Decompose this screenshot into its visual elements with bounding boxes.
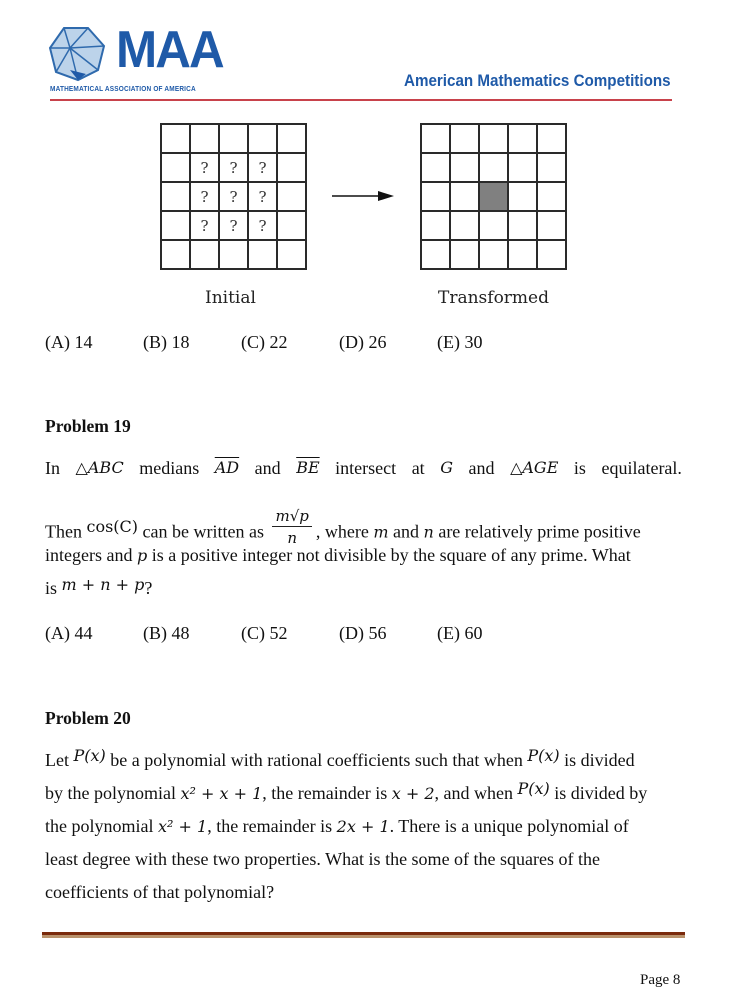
initial-label: Initial (205, 288, 256, 308)
text: Then (45, 521, 82, 542)
math-triangle-abc: △ABC (75, 458, 124, 477)
shaded-cell (479, 182, 508, 211)
grid-cell (421, 153, 450, 182)
maa-logo-icon (48, 26, 106, 82)
transformed-grid (420, 123, 567, 270)
competition-title: American Mathematics Competitions (404, 72, 671, 90)
grid-cell (537, 211, 566, 240)
grid-cell (479, 124, 508, 153)
math-poly-x2-x-1: x² + x + 1 (180, 784, 263, 803)
math-p-of-x: P(x) (527, 746, 560, 765)
problem19-line3 (45, 545, 682, 566)
text: is divided (564, 750, 635, 770)
choice-a: (A) 14 (45, 332, 93, 352)
problem20-line3 (45, 816, 682, 837)
grid-cell (508, 153, 537, 182)
math-remainder-2x-plus-1: 2x + 1 (336, 817, 390, 836)
grid-cell (277, 124, 306, 153)
unknown-cell: ? (248, 182, 277, 211)
text: equilateral. (601, 458, 682, 478)
text: is divided by (554, 783, 648, 803)
problem20-line2 (45, 779, 682, 804)
grid-cell (450, 153, 479, 182)
unknown-cell: ? (219, 153, 248, 182)
grid-cell (508, 240, 537, 269)
unknown-cell: ? (190, 211, 219, 240)
header-divider (50, 99, 672, 101)
grid-cell (161, 240, 190, 269)
grid-cell (479, 153, 508, 182)
grid-row (421, 211, 566, 240)
grid-cell (248, 124, 277, 153)
grid-cell (277, 240, 306, 269)
text: and (254, 458, 281, 478)
problem19-line4 (45, 575, 682, 599)
grid-cell (219, 124, 248, 153)
unknown-cell: ? (190, 182, 219, 211)
grid-cell (219, 240, 248, 269)
text: medians (139, 458, 200, 478)
text: intersect (335, 458, 397, 478)
grid-cell (450, 240, 479, 269)
grid-cell (508, 124, 537, 153)
transformed-label: Transformed (438, 288, 549, 308)
choice-b: (B) 18 (143, 332, 190, 352)
grid-row (421, 153, 566, 182)
grid-cell (161, 124, 190, 153)
choice-d: (D) 26 (339, 332, 387, 352)
text: and (393, 521, 420, 542)
grid-cell (450, 182, 479, 211)
text: is a positive integer not divisible by the square of any prime. What (151, 545, 631, 565)
choice-c: (C) 22 (241, 332, 288, 352)
grid-cell (248, 240, 277, 269)
grid-row (421, 240, 566, 269)
grid-row (161, 124, 306, 153)
grid-row (421, 182, 566, 211)
unknown-cell: ? (190, 153, 219, 182)
text: integers and (45, 545, 133, 565)
math-poly-x2-1: x² + 1 (157, 817, 208, 836)
choice-b: (B) 48 (143, 623, 190, 643)
grid-cell (537, 124, 566, 153)
text: be a polynomial with rational coefficients such that when (110, 750, 523, 770)
grid-cell (508, 182, 537, 211)
problem20-line4: least degree with these two properties. What is the some of the squares of the (45, 849, 601, 869)
text: are relatively prime positive (438, 521, 641, 542)
text: Let (45, 750, 69, 770)
grid-row (161, 211, 306, 240)
grid-cell (277, 211, 306, 240)
grid-row (161, 182, 306, 211)
problem20-line5: coefficients of that polynomial? (45, 882, 275, 902)
choice-e: (E) 30 (437, 332, 483, 352)
grid-cell (161, 211, 190, 240)
problem19-heading: Problem 19 (45, 416, 131, 436)
grid-cell (190, 240, 219, 269)
unknown-cell: ? (219, 211, 248, 240)
grid-cell (450, 124, 479, 153)
text: , where (315, 521, 369, 542)
problem19-line1 (45, 458, 682, 479)
text: In (45, 458, 60, 478)
grid-row (161, 240, 306, 269)
math-p-of-x: P(x) (517, 779, 550, 798)
text: , the remainder is (207, 816, 333, 836)
text: is (45, 578, 58, 598)
math-m-plus-n-plus-p: m + n + p (61, 575, 145, 594)
grid-cell (537, 153, 566, 182)
grid-cell (277, 153, 306, 182)
math-cos-c: cos(C) (86, 516, 139, 536)
text: the polynomial (45, 816, 154, 836)
unknown-cell: ? (248, 211, 277, 240)
grid-cell (537, 240, 566, 269)
maa-logo-subtitle: MATHEMATICAL ASSOCIATION OF AMERICA (50, 84, 196, 93)
text: ? (144, 578, 153, 598)
grid-cell (537, 182, 566, 211)
page-number: Page 8 (640, 972, 681, 988)
fraction-numerator: m√p (272, 506, 311, 527)
text: , the remainder is (262, 783, 388, 803)
grid-cell (277, 182, 306, 211)
math-triangle-age: △AGE (510, 458, 559, 477)
grid-cell (421, 124, 450, 153)
math-segment-ad: $\overline{AD}$ (214, 458, 240, 477)
choice-c: (C) 52 (241, 623, 288, 643)
text: at (411, 458, 425, 478)
grid-cell (161, 182, 190, 211)
maa-logo-text: MAA (116, 21, 223, 79)
math-p-of-x: P(x) (73, 746, 106, 765)
text: by the polynomial (45, 783, 176, 803)
text: can be written as (142, 521, 264, 542)
choice-a: (A) 44 (45, 623, 93, 643)
grid-cell (479, 240, 508, 269)
math-fraction (272, 506, 311, 549)
problem20-heading: Problem 20 (45, 708, 131, 728)
math-m: m (373, 522, 389, 542)
grid-cell (421, 240, 450, 269)
math-remainder-x-plus-2: x + 2 (391, 784, 435, 803)
unknown-cell: ? (219, 182, 248, 211)
problem20-line1 (45, 746, 682, 771)
grid-row (421, 124, 566, 153)
text: . There is a unique polynomial of (389, 816, 629, 836)
math-p: p (136, 546, 148, 565)
math-segment-be: $\overline{BE}$ (296, 458, 320, 477)
math-point-g: G (440, 458, 453, 477)
initial-grid (160, 123, 307, 270)
text: , and when (434, 783, 514, 803)
choice-d: (D) 56 (339, 623, 387, 643)
fraction-denominator: n (287, 529, 297, 547)
footer-divider (42, 932, 685, 938)
math-n: n (423, 522, 434, 542)
grid-cell (479, 211, 508, 240)
arrow-right-icon (332, 189, 394, 203)
grid-cell (421, 182, 450, 211)
text: is (573, 458, 586, 478)
grid-cell (508, 211, 537, 240)
grid-cell (421, 211, 450, 240)
text: and (468, 458, 495, 478)
unknown-cell: ? (248, 153, 277, 182)
choice-e: (E) 60 (437, 623, 483, 643)
grid-cell (190, 124, 219, 153)
grid-cell (161, 153, 190, 182)
grid-cell (450, 211, 479, 240)
grid-row (161, 153, 306, 182)
